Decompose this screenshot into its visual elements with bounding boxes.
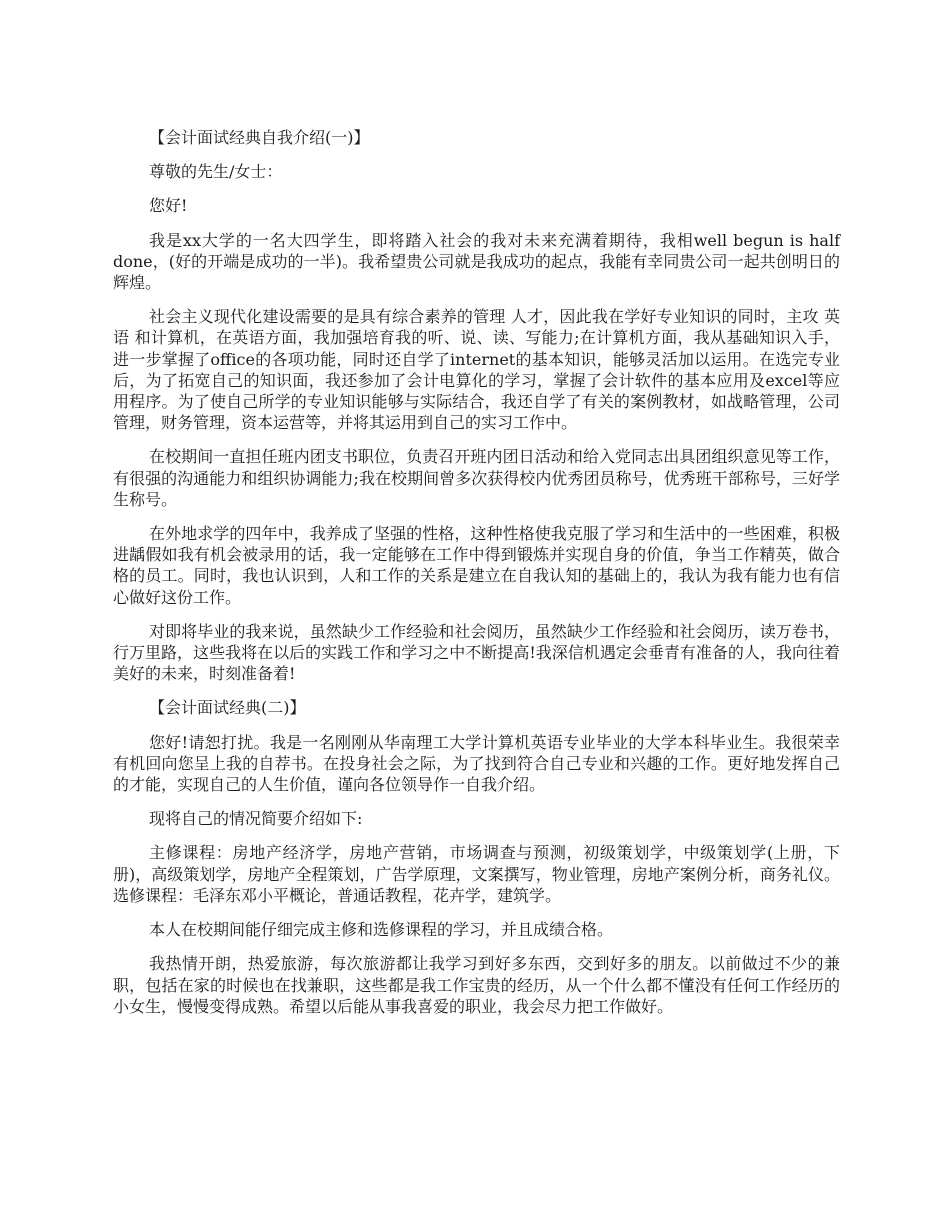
paragraph-self-recommendation: 您好!请恕打扰。我是一名刚刚从华南理工大学计算机英语专业毕业的大学本科毕业生。我很荣幸有机回向您呈上我的自荐书。在投身社会之际，为了找到符合自己专业和兴趣的工作。更好地发挥自己的才能，实现自己的人生价值，谨向各位领导作一自我介绍。 (113, 732, 840, 795)
paragraph-intro: 我是xx大学的一名大四学生，即将踏入社会的我对未来充满着期待，我相well begun is half done，(好的开端是成功的一半)。我希望贵公司就是我成功的起点，我能有幸同贵公司一起共创明日的辉煌。 (113, 230, 840, 293)
salutation: 尊敬的先生/女士： (149, 162, 283, 182)
paragraph-skills: 社会主义现代化建设需要的是具有综合素养的管理 人才，因此我在学好专业知识的同时，主攻 英语 和计算机，在英语方面，我加强培育我的听、说、读、写能力;在计算机方面，我从基础知识入手，进一步掌握了office的各项功能，同时还自学了internet的基本知识，能够灵活加以运用。在选完专业后，为了拓宽自己的知识面，我还参加了会计电算化的学习，掌握了会计软件的基本应用及excel等应用程序。为了使自己所学的专业知识能够与实际结合，我还自学了有关的案例教材，如战略管理，公司管理，财务管理，资本运营等，并将其运用到自己的实习工作中。 (113, 307, 840, 433)
section-heading-1: 【会计面试经典自我介绍(一)】 (149, 128, 370, 147)
greeting: 您好! (149, 196, 188, 216)
paragraph-personality: 我热情开朗，热爱旅游，每次旅游都让我学习到好多东西，交到好多的朋友。以前做过不少的兼职，包括在家的时候也在找兼职，这些都是我工作宝贵的经历，从一个什么都不懂没有任何工作经历的小女生，慢慢变得成熟。希望以后能从事我喜爱的职业，我会尽力把工作做好。 (113, 954, 840, 1016)
paragraph-courses: 主修课程：房地产经济学，房地产营销，市场调查与预测，初级策划学，中级策划学(上册，下册)，高级策划学，房地产全程策划，广告学原理，文案撰写，物业管理，房地产案例分析，商务礼仪。选修课程：毛泽东邓小平概论，普通话教程，花卉学，建筑学。 (113, 843, 840, 905)
document-body (113, 127, 840, 1030)
section-heading-2: 【会计面试经典(二)】 (149, 698, 306, 718)
paragraph-character: 在外地求学的四年中，我养成了坚强的性格，这种性格使我克服了学习和生活中的一些困难，积极进龋假如我有机会被录用的话，我一定能够在工作中得到锻炼并实现自身的价值，争当工作精英，做合格的员工。同时，我也认识到，人和工作的关系是建立在自我认知的基础上的，我认为我有能力也有信心做好这份工作。 (113, 524, 840, 607)
paragraph-closing: 对即将毕业的我来说，虽然缺少工作经验和社会阅历，虽然缺少工作经验和社会阅历，读万卷书，行万里路，这些我将在以后的实践工作和学习之中不断提高!我深信机遇定会垂青有准备的人，我向往着美好的未来，时刻准备着! (113, 621, 840, 684)
paragraph-campus-roles: 在校期间一直担任班内团支书职位，负责召开班内团日活动和给入党同志出具团组织意见等工作，有很强的沟通能力和组织协调能力;我在校期间曾多次获得校内优秀团员称号，优秀班干部称号，三好学生称号。 (113, 447, 840, 509)
paragraph-overview-lead: 现将自己的情况简要介绍如下: (149, 809, 363, 829)
paragraph-grades: 本人在校期间能仔细完成主修和选修课程的学习，并且成绩合格。 (149, 920, 614, 940)
